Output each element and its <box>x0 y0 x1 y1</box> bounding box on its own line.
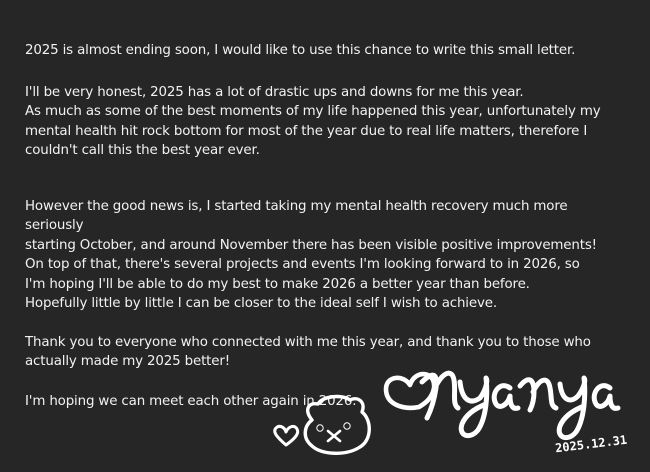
letter-paragraph-closing: I'm hoping we can meet each other again in 2026. <box>25 393 357 409</box>
letter-paragraph-good-news: However the good news is, I started taking my mental health recovery much more seriously starting October, and around November there has been visible positive improvements! On top of that, there's several projects and events I'm looking forward to in 2026, so I'm hoping I'll be able to do my best to make 2026 a better year than before. Hopefully little by little I can be closer to the ideal self I wish to achieve. <box>25 198 597 311</box>
letter-paragraph-thanks: Thank you to everyone who connected with me this year, and thank you to those who actually made my 2025 better! <box>25 334 591 369</box>
letter-paragraph-honesty: I'll be very honest, 2025 has a lot of drastic ups and downs for me this year. As much as some of the best moments of my life happened this year, unfortunately my mental health hit rock bottom for most of the year due to real life matters, therefore I couldn't call this the best year ever. <box>25 84 601 158</box>
heart-doodle-icon <box>275 426 298 445</box>
letter-body <box>25 41 625 411</box>
letter-paragraph-opening: 2025 is almost ending soon, I would like to use this chance to write this small letter. <box>25 43 576 58</box>
signature-date: 2025.12.31 <box>554 432 628 456</box>
